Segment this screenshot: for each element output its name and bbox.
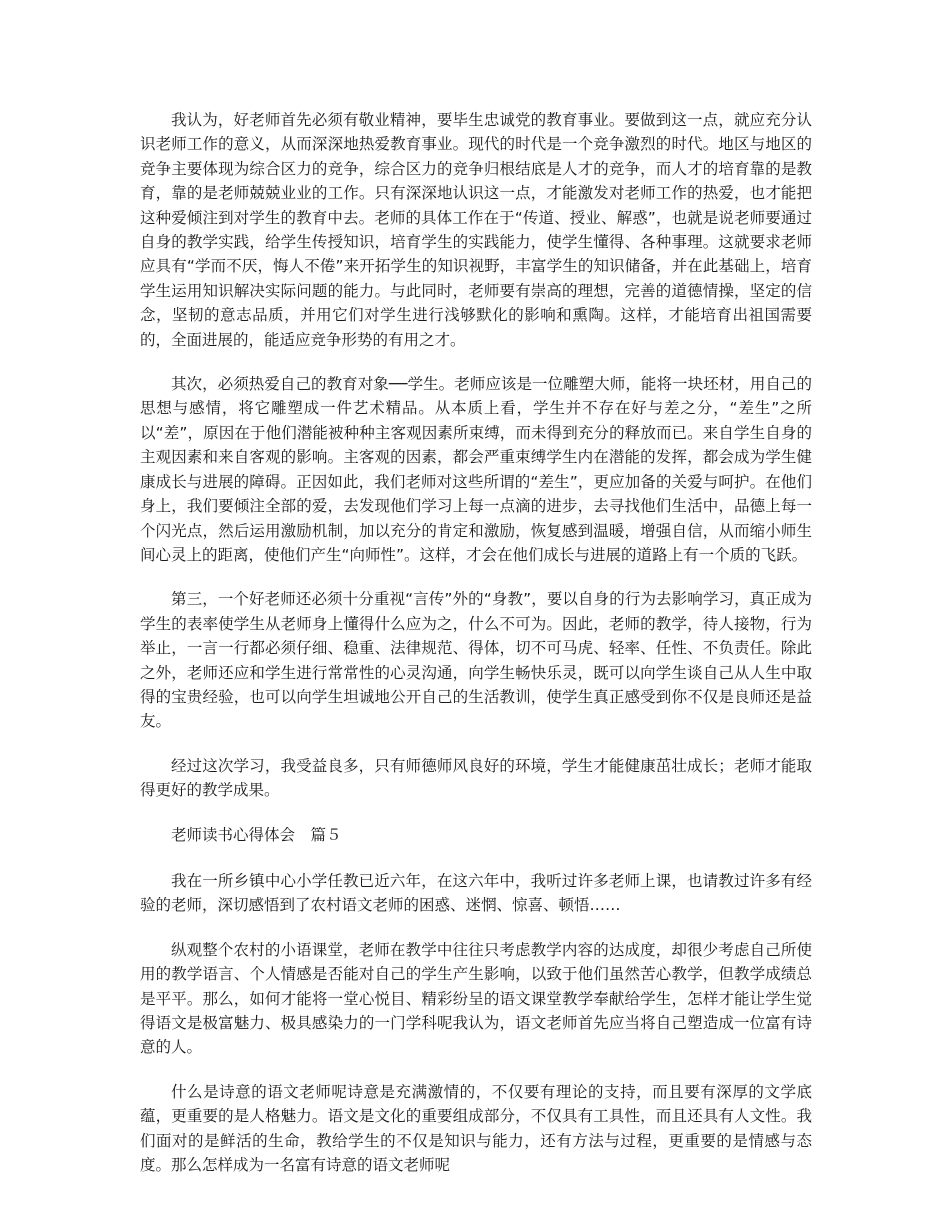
paragraph-dedication: 我认为，好老师首先必须有敬业精神，要毕生忠诚党的教育事业。要做到这一点，就应充分认识老师工作的意义，从而深深地热爱教育事业。现代的时代是一个竞争激烈的时代。地区与地区的竞争主要体现为综合区力的竞争，综合区力的竞争归根结底是人才的竞争，而人才的培育靠的是教育，靠的是老师兢兢业业的工作。只有深深地认识这一点，才能激发对老师工作的热爱，也才能把这种爱倾注到对学生的教育中去。老师的具体工作在于“传道、授业、解惑”，也就是说老师要通过自身的教学实践，给学生传授知识，培育学生的实践能力，使学生懂得、各种事理。这就要求老师应具有“学而不厌，悔人不倦”来开拓学生的知识视野，丰富学生的知识储备，并在此基础上，培育学生运用知识解决实际问题的能力。与此同时，老师要有崇高的理想，完善的道德情操，坚定的信念，坚韧的意志品质，并用它们对学生进行浅够默化的影响和熏陶。这样，才能培育出祖国需要的，全面进展的，能适应竞争形势的有用之才。 (140, 111, 812, 349)
paragraph-rural-classroom: 纵观整个农村的小语课堂，老师在教学中往往只考虑教学内容的达成度，却很少考虑自己所使用的教学语言、个人情感是否能对自己的学生产生影响，以致于他们虽然苦心教学，但教学成绩总是平平。那么，如何才能将一堂心悦目、精彩纷呈的语文课堂教学奉献给学生，怎样才能让学生觉得语文是极富魅力、极具感染力的一门学科呢我认为，语文老师首先应当将自己塑造成一位富有诗意的人。 (140, 940, 812, 1057)
paragraph-intro: 我在一所乡镇中心小学任教已近六年，在这六年中，我听过许多老师上课，也请教过许多有经验的老师，深切感悟到了农村语文老师的困惑、迷惘、惊喜、顿悟…… (140, 871, 812, 915)
paragraph-conclusion: 经过这次学习，我受益良多，只有师德师风良好的环境，学生才能健康茁壮成长；老师才能取得更好的教学成果。 (140, 756, 812, 800)
paragraph-love-students: 其次，必须热爱自己的教育对象──学生。老师应该是一位雕塑大师，能将一块坯材，用自己的思想与感情，将它雕塑成一件艺术精品。从本质上看，学生并不存在好与差之分，“差生”之所以“差”，原因在于他们潜能被种种主客观因素所束缚，而未得到充分的释放而已。来自学生自身的主观因素和来自客观的影响。主客观的因素，都会严重束缚学生内在潜能的发挥，都会成为学生健康成长与进展的障碍。正因如此，我们老师对这些所谓的“差生”，更应加备的关爱与呵护。在他们身上，我们要倾注全部的爱，去发现他们学习上每一点滴的进步，去寻找他们生活中，品德上每一个闪光点，然后运用激励机制，加以充分的肯定和激励，恢复感到温暖，增强自信，从而缩小师生间心灵上的距离，使他们产生“向师性”。这样，才会在他们成长与进展的道路上有一个质的飞跃。 (140, 375, 812, 564)
paragraph-poetic-teacher: 什么是诗意的语文老师呢诗意是充满激情的，不仅要有理论的支持，而且要有深厚的文学底蕴，更重要的是人格魅力。语文是文化的重要组成部分，不仅具有工具性，而且还具有人文性。我们面对的是鲜活的生命，教给学生的不仅是知识与能力，还有方法与过程，更重要的是情感与态度。那么怎样成为一名富有诗意的语文老师呢 (140, 1082, 812, 1175)
document-page (140, 108, 812, 1197)
paragraph-lead-by-example: 第三，一个好老师还必须十分重视“言传”外的“身教”，要以自身的行为去影响学习，真正成为学生的表率使学生从老师身上懂得什么应为之，什么不可为。因此，老师的教学，待人接物，行为举止，一言一行都必须仔细、稳重、法律规范、得体，切不可马虎、轻率、任性、不负责任。除此之外，老师还应和学生进行常常性的心灵沟通，向学生畅快乐灵，既可以向学生谈自己从人生中取得的宝贵经验，也可以向学生坦诚地公开自己的生活教训，使学生真正感受到你不仅是良师还是益友。 (140, 590, 812, 731)
section-title: 老师读书心得体会 篇５ (171, 825, 342, 844)
